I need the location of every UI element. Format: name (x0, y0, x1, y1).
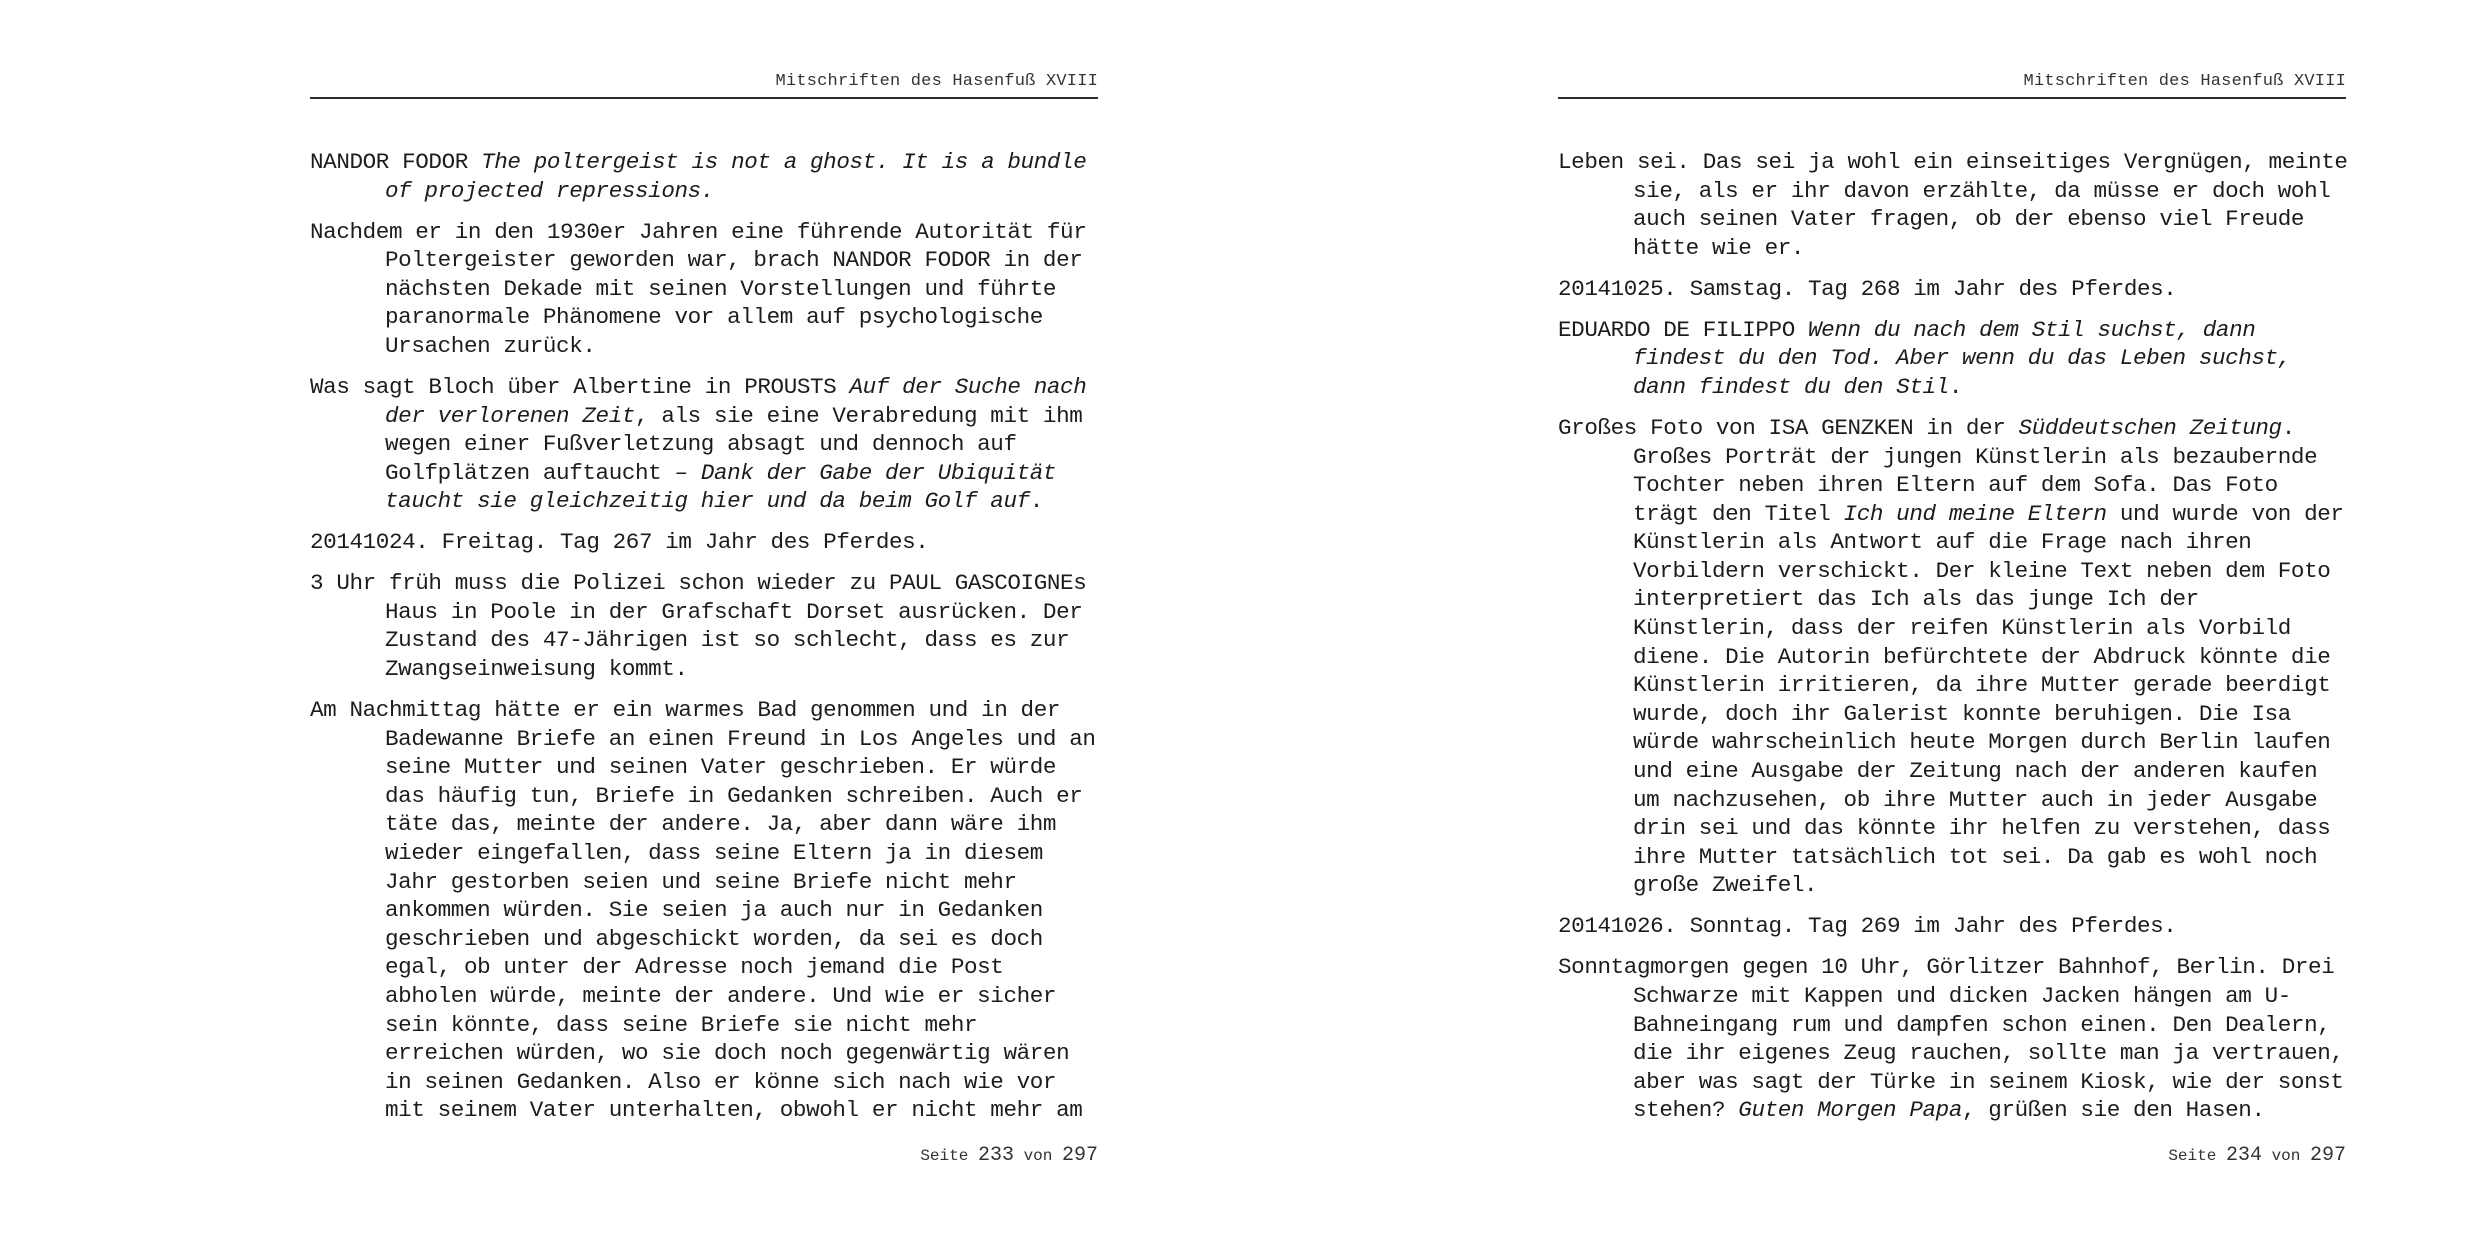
text-run: 3 Uhr früh muss die Polizei schon wieder zu PAUL GASCOIGNEs Haus in Poole in der Grafschaft Dorset ausrücken. Der Zustand des 47-Jährigen ist so schlecht, dass es zur Zwangseinweisung kommt. (310, 570, 1087, 683)
footer-von-label: von (2271, 1147, 2301, 1165)
right-page (1558, 0, 2358, 1240)
text-run: . Großes Porträt der jungen Künstlerin als bezaubernde Tochter neben ihren Eltern auf dem Sofa. Das Foto trägt den Titel (1633, 414, 2318, 527)
italic-text: Auf der Suche nach der verlorenen Zeit (385, 373, 1087, 429)
header-rule (310, 97, 1098, 99)
page-body (310, 148, 1100, 1137)
paragraph (1558, 316, 2348, 402)
footer-current-page: 234 (2225, 1144, 2262, 1167)
header-rule (1558, 97, 2346, 99)
date-entry (1558, 275, 2348, 304)
text-run: 20141025. Samstag. Tag 268 im Jahr des Pferdes. (1558, 275, 2177, 302)
footer-total-pages: 297 (1061, 1144, 1098, 1167)
text-run: Großes Foto von ISA GENZKEN in der (1558, 414, 2019, 441)
date-entry (310, 528, 1100, 557)
italic-text: Süddeutschen Zeitung (2018, 414, 2282, 441)
paragraph (310, 569, 1100, 683)
page-footer (310, 1144, 1098, 1167)
italic-text: Dank der Gabe der Ubiquität taucht sie gleichzeitig hier und da beim Golf auf (385, 459, 1057, 515)
text-run: , als sie eine Verabredung mit ihm wegen einer Fußverletzung absagt und dennoch auf Golfplätzen auftaucht – (385, 402, 1083, 486)
text-run: und wurde von der Künstlerin als Antwort auf die Frage nach ihren Vorbildern verschickt. Der kleine Text neben dem Foto interpretiert das Ich als das junge Ich der Künstlerin, dass der reifen Künstlerin als Vorbild diene. Die Autorin befürchtete der Abdruck könnte die Künstlerin irritieren, da ihre Mutter gerade beerdigt wurde, doch ihr Galerist konnte beruhigen. Die Isa würde wahrscheinlich heute Morgen durch Berlin laufen und eine Ausgabe der Zeitung nach der anderen kaufen um nachzusehen, ob ihre Mutter auch in jeder Ausgabe drin sei und das könnte ihr helfen zu verstehen, dass ihre Mutter tatsächlich tot sei. Da gab es wohl noch große Zweifel. (1633, 500, 2344, 899)
footer-seite-label: Seite (2168, 1147, 2217, 1165)
running-header: Mitschriften des Hasenfuß XVIII (2023, 72, 2346, 91)
text-run: 20141026. Sonntag. Tag 269 im Jahr des Pferdes. (1558, 913, 2177, 940)
footer-current-page: 233 (977, 1144, 1014, 1167)
text-run: EDUARDO DE FILIPPO (1558, 316, 1809, 343)
text-run: , grüßen sie den Hasen. (1961, 1097, 2265, 1124)
text-run: Am Nachmittag hätte er ein warmes Bad genommen und in der Badewanne Briefe an einen Freund in Los Angeles und an seine Mutter und seinen Vater geschrieben. Er würde das häufig tun, Briefe in Gedanken schreiben. Auch er täte das, meinte der andere. Ja, aber dann wäre ihm wieder eingefallen, dass seine Eltern ja in diesem Jahr gestorben seien und seine Briefe nicht mehr ankommen würden. Sie seien ja auch nur in Gedanken geschrieben und abgeschickt worden, da sei es doch egal, ob unter der Adresse noch jemand die Post abholen würde, meinte der andere. Und wie er sicher sein könnte, dass seine Briefe sie nicht mehr erreichen würden, wo sie doch noch gegenwärtig wären in seinen Gedanken. Also er könne sich nach wie vor mit seinem Vater unterhalten, obwohl er nicht mehr am (310, 697, 1096, 1124)
text-run: NANDOR FODOR (310, 149, 482, 175)
italic-text: Wenn du nach dem Stil suchst, dann findest du den Tod. Aber wenn du das Leben suchst, dann findest du den Stil (1633, 316, 2291, 400)
paragraph (1558, 414, 2348, 900)
text-run: . (1029, 488, 1043, 515)
paragraph (310, 373, 1100, 516)
paragraph (310, 148, 1100, 205)
paragraph (310, 218, 1100, 361)
text-run: Nachdem er in den 1930er Jahren eine führende Autorität für Poltergeister geworden war, brach NANDOR FODOR in der nächsten Dekade mit seinen Vorstellungen und führte paranormale Phänomene vor allem auf psychologische Ursachen zurück. (310, 218, 1087, 359)
running-header: Mitschriften des Hasenfuß XVIII (775, 72, 1098, 91)
text-run: Leben sei. Das sei ja wohl ein einseitiges Vergnügen, meinte sie, als er ihr davon erzählte, da müsse er doch wohl auch seinen Vater fragen, ob der ebenso viel Freude hätte wie er. (1558, 149, 2348, 261)
text-run: . (1948, 373, 1962, 400)
date-entry (1558, 912, 2348, 941)
footer-seite-label: Seite (920, 1147, 969, 1165)
text-run: Was sagt Bloch über Albertine in PROUSTS (310, 373, 850, 400)
italic-text: The poltergeist is not a ghost. It is a bundle of projected repressions. (385, 149, 1087, 204)
paragraph (310, 696, 1100, 1125)
page-body (1558, 148, 2348, 1137)
left-page (310, 0, 1110, 1240)
paragraph-continued (1558, 148, 2348, 262)
italic-text: Ich und meine Eltern (1843, 500, 2107, 527)
text-run: Sonntagmorgen gegen 10 Uhr, Görlitzer Bahnhof, Berlin. Drei Schwarze mit Kappen und dicken Jacken hängen am U-Bahneingang rum und dampfen schon einen. Den Dealern, die ihr eigenes Zeug rauchen, sollte man ja vertrauen, aber was sagt der Türke in seinem Kiosk, wie der sonst stehen? (1558, 954, 2344, 1124)
footer-total-pages: 297 (2309, 1144, 2346, 1167)
italic-text: Guten Morgen Papa (1738, 1097, 1962, 1124)
footer-von-label: von (1023, 1147, 1053, 1165)
text-run: 20141024. Freitag. Tag 267 im Jahr des Pferdes. (310, 529, 929, 556)
paragraph (1558, 953, 2348, 1125)
page-footer (1558, 1144, 2346, 1167)
